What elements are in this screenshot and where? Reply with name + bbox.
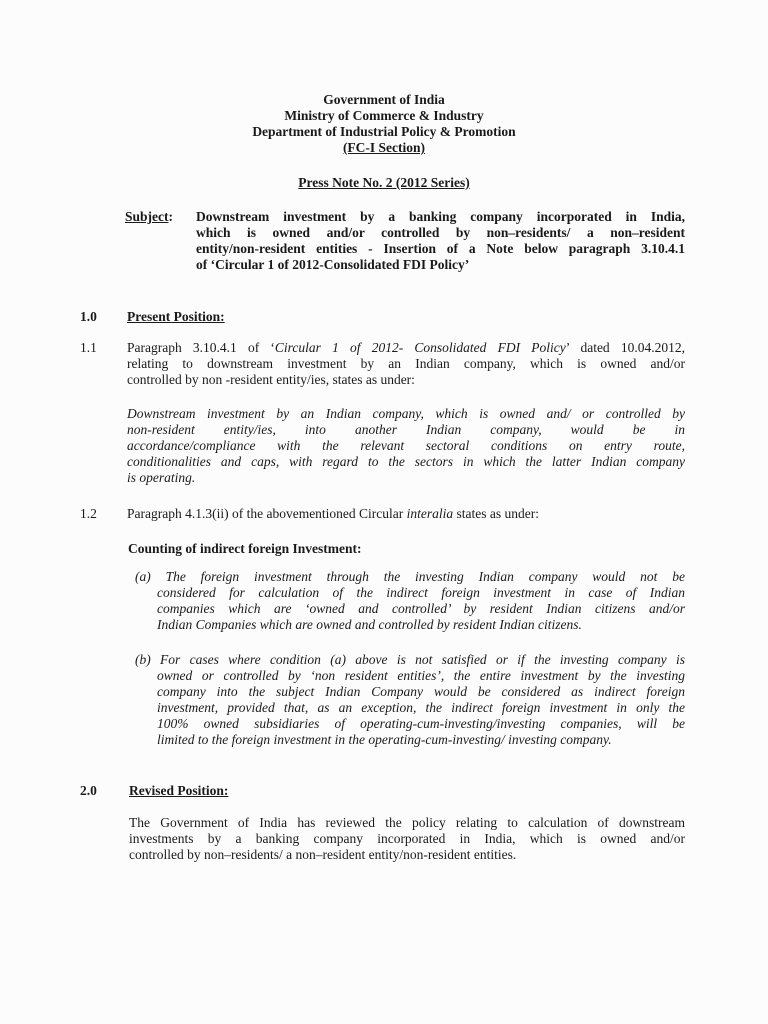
section2-title-wrap [129,783,228,799]
header-section: (FC-I Section) [342,140,426,155]
header-government: Government of India [323,92,445,107]
section1-title-wrap [127,309,225,325]
text-run: Paragraph 4.1.3(ii) of the abovementioned Circular [127,506,407,521]
para-1-2-line [127,506,685,522]
quote-downstream [127,406,685,486]
press-note-title: Press Note No. 2 (2012 Series) [298,175,470,190]
item-a [135,569,685,633]
subject-text [196,209,685,273]
text-run: Paragraph 3.10.4.1 of ‘ [127,340,275,355]
para-1-1-line: controlled by non -resident entity/ies, states as under: [127,372,415,387]
header-ministry: Ministry of Commerce & Industry [284,108,484,123]
section2-line: controlled by non–residents/ a non–resident entity/non-resident entities. [129,847,517,862]
section2-paragraph [129,815,685,863]
item-b-line: (b) For cases where condition (a) above is not satisfied or if the investing company is [135,652,685,667]
section1-title: Present Position: [127,309,225,324]
section2-line: investments by a banking company incorporated in India, which is owned and/or [129,831,685,846]
text-run: states as under: [453,506,540,521]
quote-line: non-resident entity/ies, into another Indian company, would be in [127,422,685,437]
header-department: Department of Industrial Policy & Promotion [252,124,516,139]
subject-label-wrap [125,209,173,225]
header-section-wrap [0,140,768,156]
item-a-line: Indian Companies which are owned and controlled by resident Indian citizens. [157,617,582,632]
text-run-italic: interalia [406,506,454,521]
subject-colon: : [168,209,173,224]
subject-line: which is owned and/or controlled by non–residents/ a non–resident [196,225,685,240]
subject-line: entity/non-resident entities - Insertion of a Note below paragraph 3.10.4.1 [196,241,685,256]
item-a-line: companies which are ‘owned and controlled’ by resident Indian citizens and/or [157,601,685,616]
para-1-2 [127,506,685,522]
item-b-line: 100% owned subsidiaries of operating-cum-investing/investing companies, will be [157,716,685,731]
section1-number: 1.0 [80,309,97,324]
subject-label: Subject [125,209,169,224]
text-run: ’ dated 10.04.2012, [565,340,685,355]
counting-heading: Counting of indirect foreign Investment: [128,541,362,556]
para-1-1-line [127,340,685,356]
item-b-line: company into the subject Indian Company would be considered as indirect foreign [157,684,685,699]
subject-line: Downstream investment by a banking company incorporated in India, [196,209,685,224]
subject-line: of ‘Circular 1 of 2012-Consolidated FDI Policy’ [196,257,470,272]
item-a-line: considered for calculation of the indirect foreign investment in case of Indian [157,585,685,600]
section2-title: Revised Position: [129,783,229,798]
item-b-line: limited to the foreign investment in the operating-cum-investing/ investing company. [157,732,612,747]
para-1-1-number: 1.1 [80,340,97,355]
quote-line: accordance/compliance with the relevant sectoral conditions on entry route, [127,438,685,453]
quote-line: is operating. [127,470,196,485]
press-note-wrap [0,175,768,191]
circular-title: Circular 1 of 2012- Consolidated FDI Policy [274,340,566,355]
section2-number: 2.0 [80,783,97,798]
section2-line: The Government of India has reviewed the policy relating to calculation of downstream [129,815,685,830]
quote-line: conditionalities and caps, with regard to the sectors in which the latter Indian company [127,454,685,469]
item-a-line: (a) The foreign investment through the investing Indian company would not be [135,569,685,584]
item-b [135,652,685,748]
para-1-1-line: relating to downstream investment by an Indian company, which is owned and/or [127,356,685,371]
para-1-2-number: 1.2 [80,506,97,521]
para-1-1 [127,340,685,388]
quote-line: Downstream investment by an Indian company, which is owned and/ or controlled by [127,406,685,421]
item-b-line: owned or controlled by ‘non resident entities’, the entire investment by the investing [157,668,685,683]
item-b-line: investment, provided that, as an exception, the indirect foreign investment in only the [157,700,685,715]
